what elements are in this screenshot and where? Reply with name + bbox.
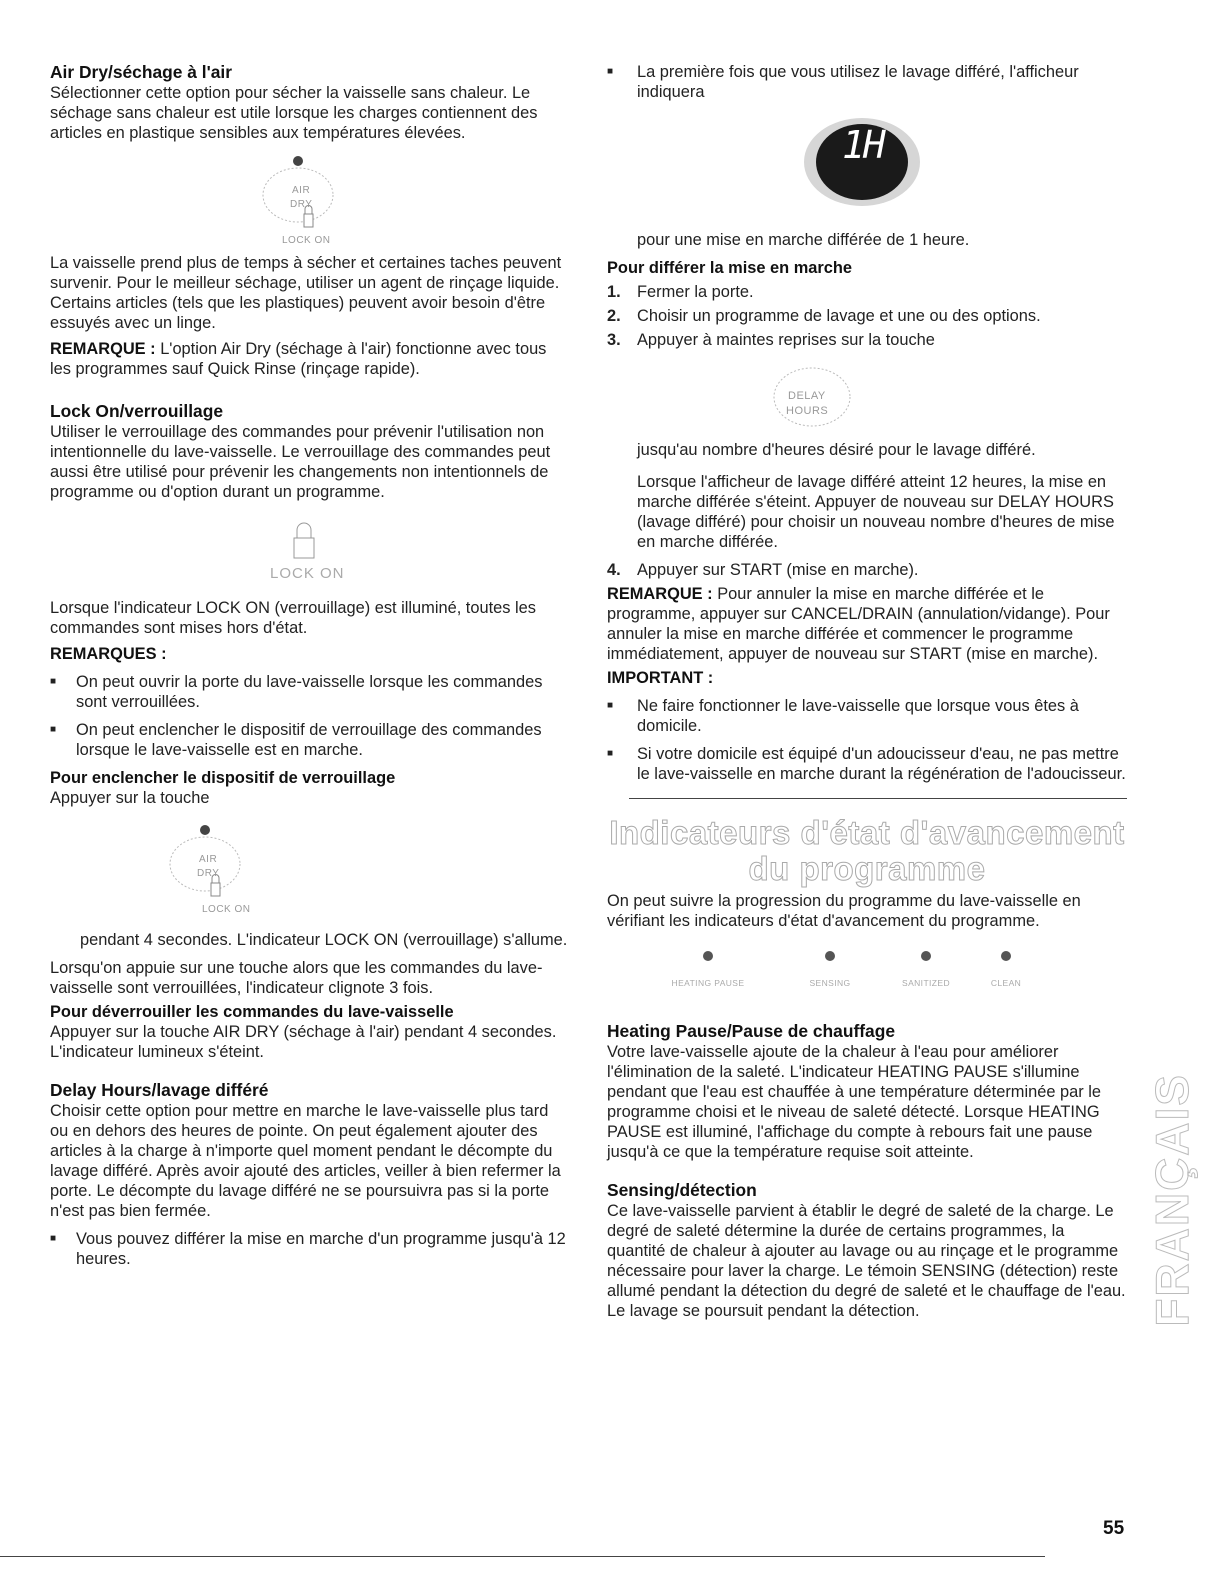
delay-heading: Delay Hours/lavage différé [50,1080,269,1100]
indicator-sanitized [881,951,971,993]
page-number: 55 [1103,1518,1125,1539]
hold-text: pendant 4 secondes. L'indicateur LOCK ON (verrouillage) s'allume. [80,931,568,949]
side-tab-label: FRANÇAIS [1146,1073,1198,1327]
indicator-label: SANITIZED [902,978,950,988]
bullet-icon: ■ [50,676,57,687]
step-text: Appuyer à maintes reprises sur la touche [637,331,935,349]
step-text: Appuyer sur START (mise en marche). [637,561,919,579]
right-column [607,62,1127,1321]
sensing-text: Ce lave-vaisselle parvient à établir le degré de saleté de la charge. Le degré de saleté détermine la durée de certains programmes, la quantité de chaleur à ajouter au lavage ou au rinçage et le programme nécessaire pour laver la charge. Le témoin SENSING (détection) reste allumé pendant la détection du degré de saleté et le chauffage de l'eau. Le lavage se poursuit pendant la détection. [607,1202,1126,1320]
bullet-icon: ■ [607,66,614,77]
step-item [607,306,1127,326]
section-title-line-1: Indicateurs d'état d'avancement [609,814,1125,851]
footer-rule [0,1556,1045,1557]
lock-on-heading: Lock On/verrouillage [50,401,223,421]
air-dry-button-graphic-2 [50,808,570,930]
indicator-sensing [785,951,875,993]
list-item-text: La première fois que vous utilisez le lavage différé, l'afficheur indiquera [637,63,1079,101]
delay-start-heading: Pour différer la mise en marche [607,259,853,277]
note-label: REMARQUE : [50,340,156,358]
section-intro: On peut suivre la progression du programme du lave-vaisselle en vérifiant les indicateurs d'état d'avancement du programme. [607,892,1081,930]
lock-on-big-label: LOCK ON [270,565,345,582]
bullet-icon: ■ [607,748,614,759]
left-column [50,62,570,1269]
blink-text: Lorsqu'on appuie sur une touche alors que les commandes du lave-vaisselle sont verrouillées, l'indicateur clignote 3 fois. [50,959,543,997]
bullet-icon: ■ [50,1233,57,1244]
indicator-label: HEATING PAUSE [671,978,745,988]
important-heading: IMPORTANT : [607,669,714,687]
delay-label: DELAY [788,390,826,402]
step-number: 4. [607,561,621,579]
twelve-hours-text: Lorsque l'afficheur de lavage différé atteint 12 heures, la mise en marche différée s'éteint. Appuyer de nouveau sur DELAY HOURS (lavage différé) pour choisir un nouveau nombre d'heures de mise en marche différée. [637,473,1115,551]
language-side-tab [1146,1070,1198,1330]
note-label: REMARQUE : [607,585,713,603]
step-number: 1. [607,283,621,301]
indicator-light-icon [703,951,713,961]
enable-lock-text: Appuyer sur la touche [50,789,210,807]
hours-label: HOURS [786,405,829,417]
lock-on-paragraph-2: Lorsque l'indicateur LOCK ON (verrouillage) est illuminé, toutes les commandes sont mises hors d'état. [50,599,536,637]
display-value: 1H [842,123,884,167]
step-number: 3. [607,331,621,349]
step-text: Choisir un programme de lavage et une ou des options. [637,307,1041,325]
dry-label: DRY [290,199,313,210]
step-item [607,330,1127,350]
list-item [607,62,1127,102]
list-item [50,672,570,712]
delay-intro: Choisir cette option pour mettre en marche le lave-vaisselle plus tard ou en dehors des heures de pointe. On peut également ajouter des articles à la charge à n'importe quel moment pendant le décompte du lavage différé. Après avoir ajouté des articles, veiller à bien refermer la porte. Le décompte du lavage différé ne se poursuivra pas si la porte n'est pas bien fermée. [50,1102,561,1220]
list-item-text: Vous pouvez différer la mise en marche d'un programme jusqu'à 12 heures. [76,1230,566,1268]
sensing-heading: Sensing/détection [607,1180,757,1200]
delay-display-graphic [607,102,1127,230]
list-item [50,1229,570,1269]
section-divider [629,798,1127,799]
indicator-label: SENSING [809,978,851,988]
heating-pause-heading: Heating Pause/Pause de chauffage [607,1021,896,1041]
lock-on-intro: Utiliser le verrouillage des commandes pour prévenir l'utilisation non intentionnelle du lave-vaisselle. Le verrouillage des commandes peut aussi être utilisé pour prévenir les changements non intentionnels de programme ou d'option durant un programme. [50,423,551,501]
lock-on-graphic [50,502,570,598]
bullet-icon: ■ [50,724,57,735]
enable-lock-heading: Pour enclencher le dispositif de verrouillage [50,769,396,787]
list-item-text: Ne faire fonctionner le lave-vaisselle que lorsque vous êtes à domicile. [637,697,1079,735]
air-dry-note [50,339,570,379]
air-label: AIR [292,185,311,196]
list-item [50,720,570,760]
unlock-text: Appuyer sur la touche AIR DRY (séchage à l'air) pendant 4 secondes. L'indicateur lumineux s'éteint. [50,1023,557,1061]
note-text: L'option Air Dry (séchage à l'air) fonctionne avec tous les programmes sauf Quick Rinse (rinçage rapide). [50,340,547,378]
list-item-text: On peut ouvrir la porte du lave-vaisselle lorsque les commandes sont verrouillées. [76,673,543,711]
air-label: AIR [199,854,218,865]
step-item [607,560,1127,580]
indicator-heating-pause [663,951,753,993]
one-hour-text: pour une mise en marche différée de 1 heure. [637,231,970,249]
until-text: jusqu'au nombre d'heures désiré pour le lavage différé. [637,441,1036,459]
list-item-text: Si votre domicile est équipé d'un adoucisseur d'eau, ne pas mettre le lave-vaisselle en marche durant la régénération de l'adoucisseur. [637,745,1126,783]
air-dry-heading: Air Dry/séchage à l'air [50,62,232,82]
air-dry-intro: Sélectionner cette option pour sécher la vaisselle sans chaleur. Le séchage sans chaleur est utile lorsque les charges contiennent des articles en plastique sensibles aux températures élevées. [50,84,538,142]
indicator-clean [961,951,1051,993]
air-dry-paragraph-2: La vaisselle prend plus de temps à sécher et certaines taches peuvent survenir. Pour le meilleur séchage, utiliser un agent de rinçage liquide. Certains articles (tels que les plastiques) peuvent avoir besoin d'être essuyés avec un linge. [50,254,562,332]
air-dry-button-graphic [50,143,570,253]
indicator-light-icon [825,951,835,961]
step-number: 2. [607,307,621,325]
indicator-light-icon [1001,951,1011,961]
step-item [607,282,1127,302]
indicator-light-icon [921,951,931,961]
list-item [607,696,1127,736]
unlock-heading: Pour déverrouiller les commandes du lave-vaisselle [50,1003,454,1021]
list-item-text: On peut enclencher le dispositif de verrouillage des commandes lorsque le lave-vaisselle est en marche. [76,721,542,759]
heating-pause-text: Votre lave-vaisselle ajoute de la chaleur à l'eau pour améliorer l'élimination de la saleté. L'indicateur HEATING PAUSE s'illumine pendant que l'eau est chauffée à une température déterminée par le programme choisi et le niveau de saleté détecté. Lorsque HEATING PAUSE est illuminé, l'affichage du compte à rebours fait une pause jusqu'à ce que la température requise soit atteinte. [607,1043,1101,1161]
bullet-icon: ■ [607,700,614,711]
lock-on-label: LOCK ON [282,235,331,246]
note-text: Pour annuler la mise en marche différée et le programme, appuyer sur CANCEL/DRAIN (annulation/vidange). Pour annuler la mise en marche différée et commencer le programme immédiatement, appuyer de nouveau sur START (mise en marche). [607,585,1110,663]
remarques-heading: REMARQUES : [50,645,167,663]
lock-on-label: LOCK ON [202,904,251,915]
status-indicators [607,951,1127,991]
delay-hours-button-graphic [607,350,1127,440]
step-text: Fermer la porte. [637,283,754,301]
indicator-label: CLEAN [990,978,1022,988]
list-item [607,744,1127,784]
section-title-line-2: du programme [748,850,986,887]
padlock-icon [286,518,326,568]
dry-label: DRY [197,868,220,879]
delay-note [607,584,1127,664]
